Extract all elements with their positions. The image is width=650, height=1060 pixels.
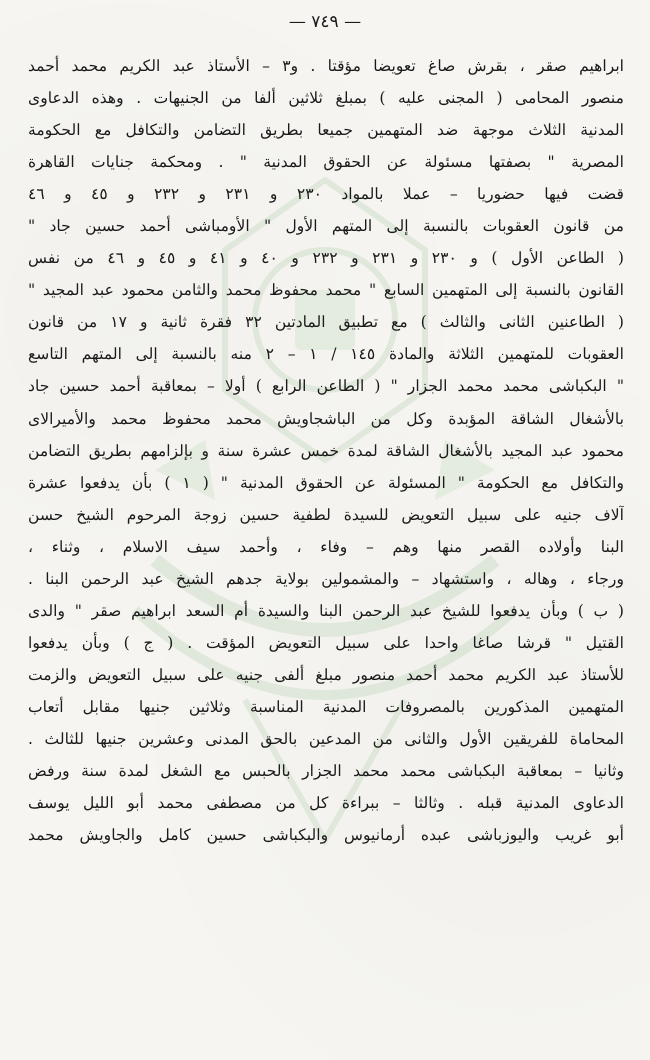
text-line: ابراهيم صقر ، بقرش صاغ تعويضا مؤقتا . و٣ – الأستاذ عبد الكريم محمد أحمد <box>28 57 624 75</box>
text-line: ( الطاعنين الثانى والثالث ) مع تطبيق المادتين ٣٢ فقرة ثانية و ١٧ من قانون <box>28 313 624 332</box>
page-number: — ٧٤٩ — <box>288 12 362 32</box>
text-line: " البكباشى محمد محمد الجزار " ( الطاعن الرابع ) أولا – بمعاقبة أحمد حسين جاد <box>28 377 624 396</box>
text-line: وثانيا – بمعاقبة البكباشى محمد محمد الجزار بالحبس مع الشغل لمدة سنة ورفض <box>28 762 624 781</box>
text-line: القتيل " قرشا صاغا واحدا على سبيل التعويض المؤقت . ( ج ) وبأن يدفعوا <box>28 633 624 652</box>
text-line: والتكافل مع الحكومة " المسئولة عن الحقوق المدنية " ( ١ ) بأن يدفعوا عشرة <box>28 473 624 492</box>
text-line: قضت فيها حضوريا – عملا بالمواد ٢٣٠ و ٢٣١ و ٢٣٢ و ٤٥ و ٤٦ <box>28 185 624 204</box>
body-text <box>28 50 624 851</box>
text-line: من قانون العقوبات بالنسبة إلى المتهم الأول " الأومباشى أحمد حسين جاد " <box>28 217 624 236</box>
text-line: الدعاوى المدنية قبله . وثالثا – ببراءة كل من مصطفى محمد أبو الليل يوسف <box>28 794 624 813</box>
text-line: ( ب ) وبأن يدفعوا للشيخ عبد الرحمن البنا والسيدة أم السعد ابراهيم صقر " والدى <box>28 601 624 620</box>
text-line: المدنية الثلاث موجهة ضد المتهمين جميعا بطريق التضامن والتكافل مع الحكومة <box>28 121 624 140</box>
text-line: المصرية " بصفتها مسئولة عن الحقوق المدنية " . ومحكمة جنايات القاهرة <box>28 153 624 172</box>
text-line: منصور المحامى ( المجنى عليه ) بمبلغ ثلاثين ألفا من الجنيهات . وهذه الدعاوى <box>28 89 624 108</box>
text-line: للأستاذ عبد الكريم محمد أحمد منصور مبلغ ألفى جنيه على سبيل التعويض والزمت <box>28 665 624 684</box>
text-line: آلاف جنيه على سبيل التعويض للسيدة لطفية حسين زوجة المرحوم الشيخ حسن <box>28 505 624 524</box>
text-line: العقوبات للمتهمين الثلاثة والمادة ١٤٥ / ١ – ٢ منه بالنسبة إلى المتهم التاسع <box>28 345 624 364</box>
text-line: القانون بالنسبة إلى المتهمين السابع " محمد محفوظ محمد والثامن محمود عبد المجيد " <box>28 281 624 300</box>
text-line: بالأشغال الشاقة المؤبدة وكل من الباشجاويش محمد محفوظ محمد والأميرالاى <box>28 409 624 428</box>
text-line: البنا وأولاده القصر منها وهم – وفاء ، وأحمد سيف الاسلام ، وثناء ، <box>28 537 624 556</box>
text-line: محمود عبد المجيد بالأشغال الشاقة لمدة خمس عشرة سنة و بإلزامهم بطريق التضامن <box>28 441 624 460</box>
text-line: ( الطاعن الأول ) و ٢٣٠ و ٢٣١ و ٢٣٢ و ٤٠ و ٤١ و ٤٥ و ٤٦ من نفس <box>28 249 624 268</box>
text-line: المحاماة للفريقين الأول والثانى من المدعين بالحق المدنى وعشرين جنيها للثالث . <box>28 729 624 748</box>
text-line: ورجاء ، وهاله ، واستشهاد – والمشمولين بولاية جدهم الشيخ عبد الرحمن البنا . <box>28 569 624 588</box>
text-line: المتهمين المذكورين بالمصروفات المدنية المناسبة وثلاثين جنيها مقابل أتعاب <box>28 697 624 716</box>
text-line: أبو غريب واليوزباشى عبده أرمانيوس والبكباشى حسين كامل والجاويش محمد <box>28 826 624 845</box>
